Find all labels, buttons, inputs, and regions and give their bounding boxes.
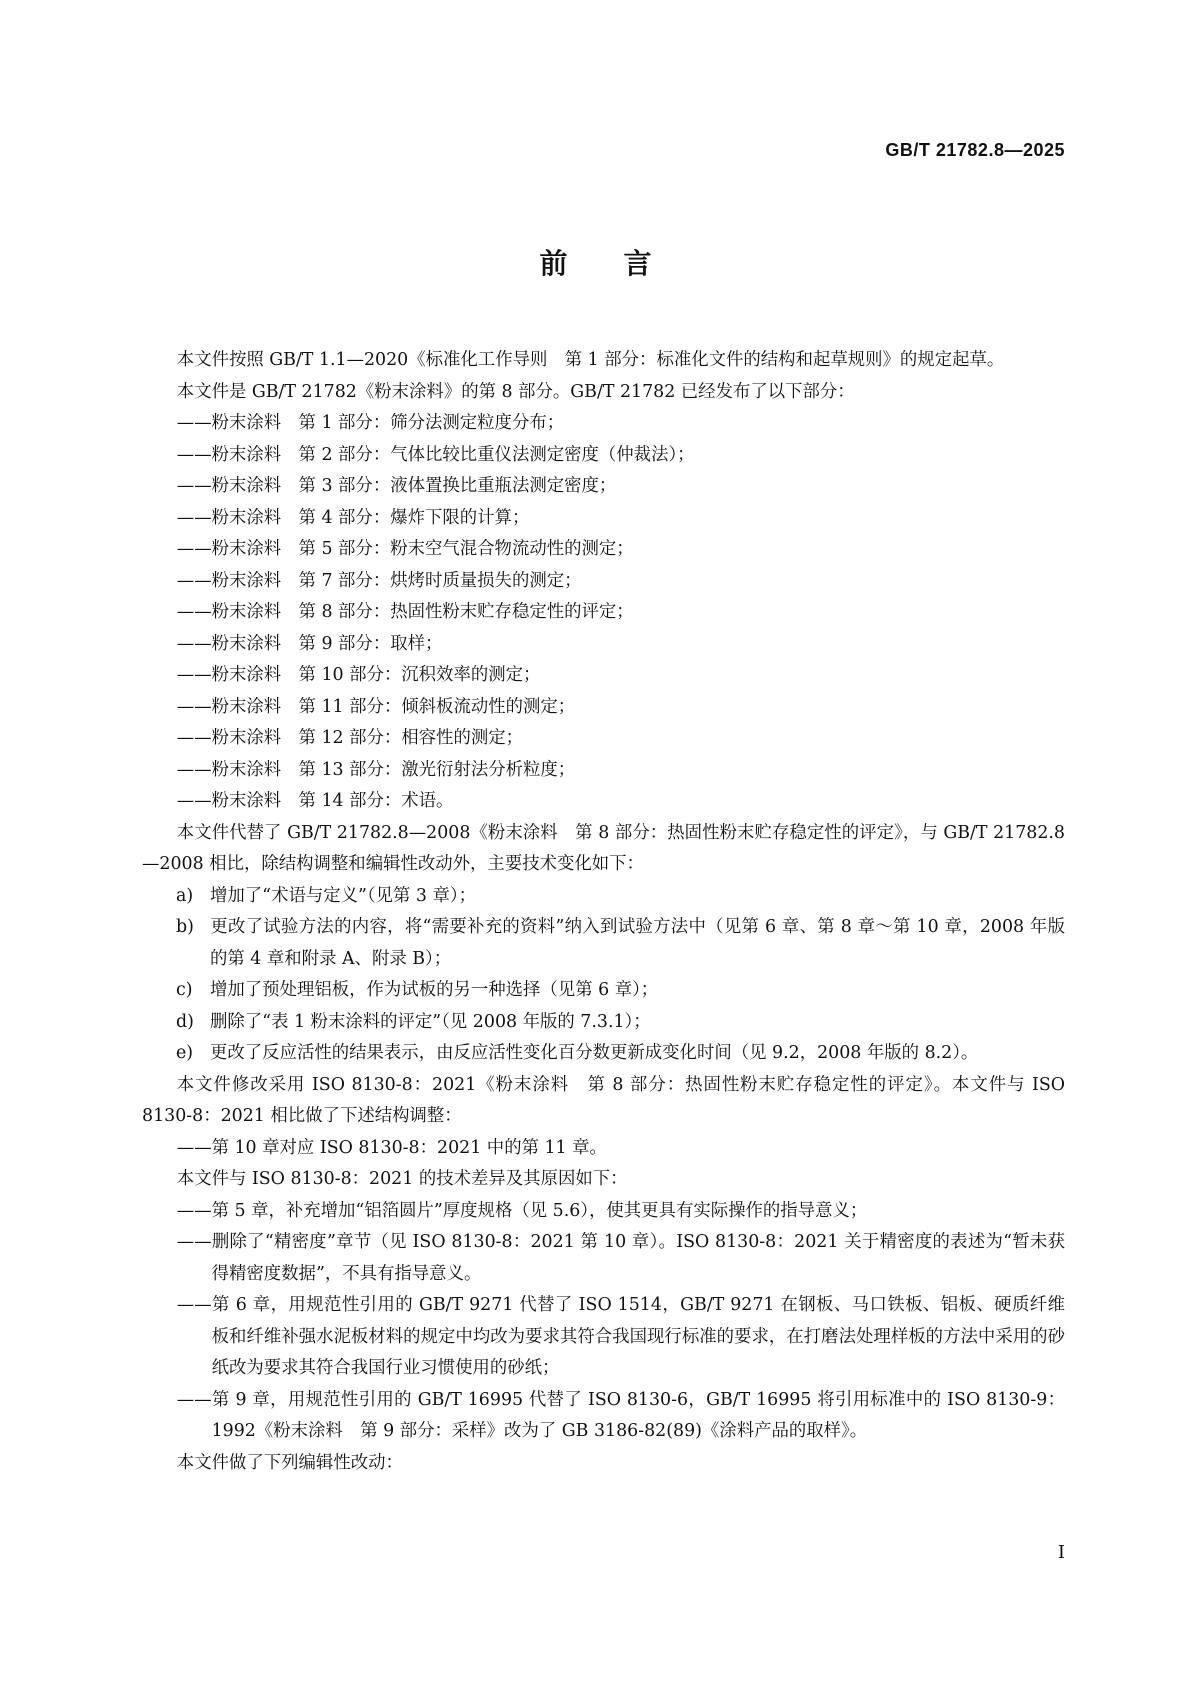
standard-code: GB/T 21782.8—2025 — [885, 140, 1065, 160]
list-item: ——粉末涂料 第 10 部分：沉积效率的测定； — [176, 665, 541, 685]
list-item — [142, 1007, 1065, 1039]
list-item: ——粉末涂料 第 9 部分：取样； — [176, 633, 443, 654]
list-item: ——粉末涂料 第 8 部分：热固性粉末贮存稳定性的评定； — [176, 602, 634, 622]
page-number: I — [1057, 1542, 1065, 1563]
title-char-1: 前 — [539, 247, 568, 280]
paragraph-replaces: 本文件代替了 GB/T 21782.8—2008《粉末涂料 第 8 部分：热固性粉末贮存稳定性的评定》，与 GB/T 21782.8—2008 相比，除结构调整和编辑性改动外，主要技术变化如下： — [142, 822, 1065, 874]
list-marker: c) — [176, 980, 193, 1000]
list-item: ——第 6 章，用规范性引用的 GB/T 9271 代替了 ISO 1514，GB/T 9271 在钢板、马口铁板、铝板、硬质纤维板和纤维补强水泥板材料的规定中均改为要求其符合我国现行标准的要求，在打磨法处理样板的方法中采用的砂纸改为要求其符合我国行业习惯使用的砂纸； — [176, 1295, 1065, 1378]
technical-differences-list — [142, 1196, 1065, 1448]
paragraph-drafting-basis: 本文件按照 GB/T 1.1—2020《标准化工作导则 第 1 部分：标准化文件的结构和起草规则》的规定起草。 — [176, 350, 1005, 370]
paragraph-series-intro: 本文件是 GB/T 21782《粉末涂料》的第 8 部分。GB/T 21782 已经发布了以下部分： — [176, 381, 855, 402]
list-item: ——第 10 章对应 ISO 8130-8：2021 中的第 11 章。 — [176, 1137, 607, 1158]
list-item — [142, 912, 1065, 975]
document-body — [142, 345, 1065, 1479]
list-marker: a) — [176, 885, 194, 906]
list-item-text: 增加了预处理铝板，作为试板的另一种选择（见第 6 章）； — [210, 980, 659, 1000]
list-item: ——粉末涂料 第 12 部分：相容性的测定； — [176, 728, 524, 748]
list-item-text: 更改了反应活性的结果表示，由反应活性变化百分数更新成变化时间（见 9.2，2008 年版的 8.2）。 — [210, 1043, 979, 1063]
list-item-text: 增加了“术语与定义”（见第 3 章）； — [210, 885, 476, 906]
list-marker: e) — [176, 1043, 194, 1063]
list-item: ——粉末涂料 第 7 部分：烘烤时质量损失的测定； — [176, 570, 582, 591]
list-item: ——粉末涂料 第 14 部分：术语。 — [176, 791, 454, 811]
list-item: ——粉末涂料 第 5 部分：粉末空气混合物流动性的测定； — [176, 539, 634, 559]
list-item: ——第 9 章，用规范性引用的 GB/T 16995 代替了 ISO 8130-6，GB/T 16995 将引用标准中的 ISO 8130-9：1992《粉末涂料 第 9 部分：采样》改为了 GB 3186-82(89)《涂料产品的取样》。 — [176, 1389, 1065, 1441]
paragraph-tech-diff-intro: 本文件与 ISO 8130-8：2021 的技术差异及其原因如下： — [176, 1169, 628, 1189]
technical-changes-list — [142, 881, 1065, 1070]
title-char-2: 言 — [623, 247, 652, 280]
list-item: ——粉末涂料 第 13 部分：激光衍射法分析粒度； — [176, 759, 576, 780]
list-marker: d) — [176, 1011, 194, 1032]
list-item: ——粉末涂料 第 3 部分：液体置换比重瓶法测定密度； — [176, 476, 617, 496]
list-item — [142, 881, 1065, 913]
list-item: ——粉末涂料 第 11 部分：倾斜板流动性的测定； — [176, 696, 576, 717]
page-title — [0, 242, 1191, 282]
paragraph-iso-adoption: 本文件修改采用 ISO 8130-8：2021《粉末涂料 第 8 部分：热固性粉末贮存稳定性的评定》。本文件与 ISO 8130-8：2021 相比做了下述结构调整： — [142, 1074, 1065, 1126]
list-item — [142, 975, 1065, 1007]
list-item: ——粉末涂料 第 2 部分：气体比较比重仪法测定密度（仲裁法）； — [176, 444, 695, 465]
list-item — [142, 1038, 1065, 1070]
published-parts-list — [142, 408, 1065, 818]
list-item: ——粉末涂料 第 1 部分：筛分法测定粒度分布； — [176, 413, 565, 433]
list-item: ——删除了“精密度”章节（见 ISO 8130-8：2021 第 10 章）。ISO 8130-8：2021 关于精密度的表述为“暂未获得精密度数据”，不具有指导意义。 — [176, 1232, 1065, 1284]
paragraph-editorial-changes: 本文件做了下列编辑性改动： — [176, 1452, 403, 1473]
list-item-text: 更改了试验方法的内容，将“需要补充的资料”纳入到试验方法中（见第 6 章、第 8 章～第 10 章，2008 年版的第 4 章和附录 A、附录 B）； — [210, 917, 1065, 969]
list-item-text: 删除了“表 1 粉末涂料的评定”（见 2008 年版的 7.3.1）； — [210, 1011, 651, 1032]
list-item: ——粉末涂料 第 4 部分：爆炸下限的计算； — [176, 507, 530, 528]
list-marker: b) — [176, 917, 194, 937]
list-item: ——第 5 章，补充增加“铝箔圆片”厚度规格（见 5.6），使其更具有实际操作的指导意义； — [176, 1200, 868, 1221]
